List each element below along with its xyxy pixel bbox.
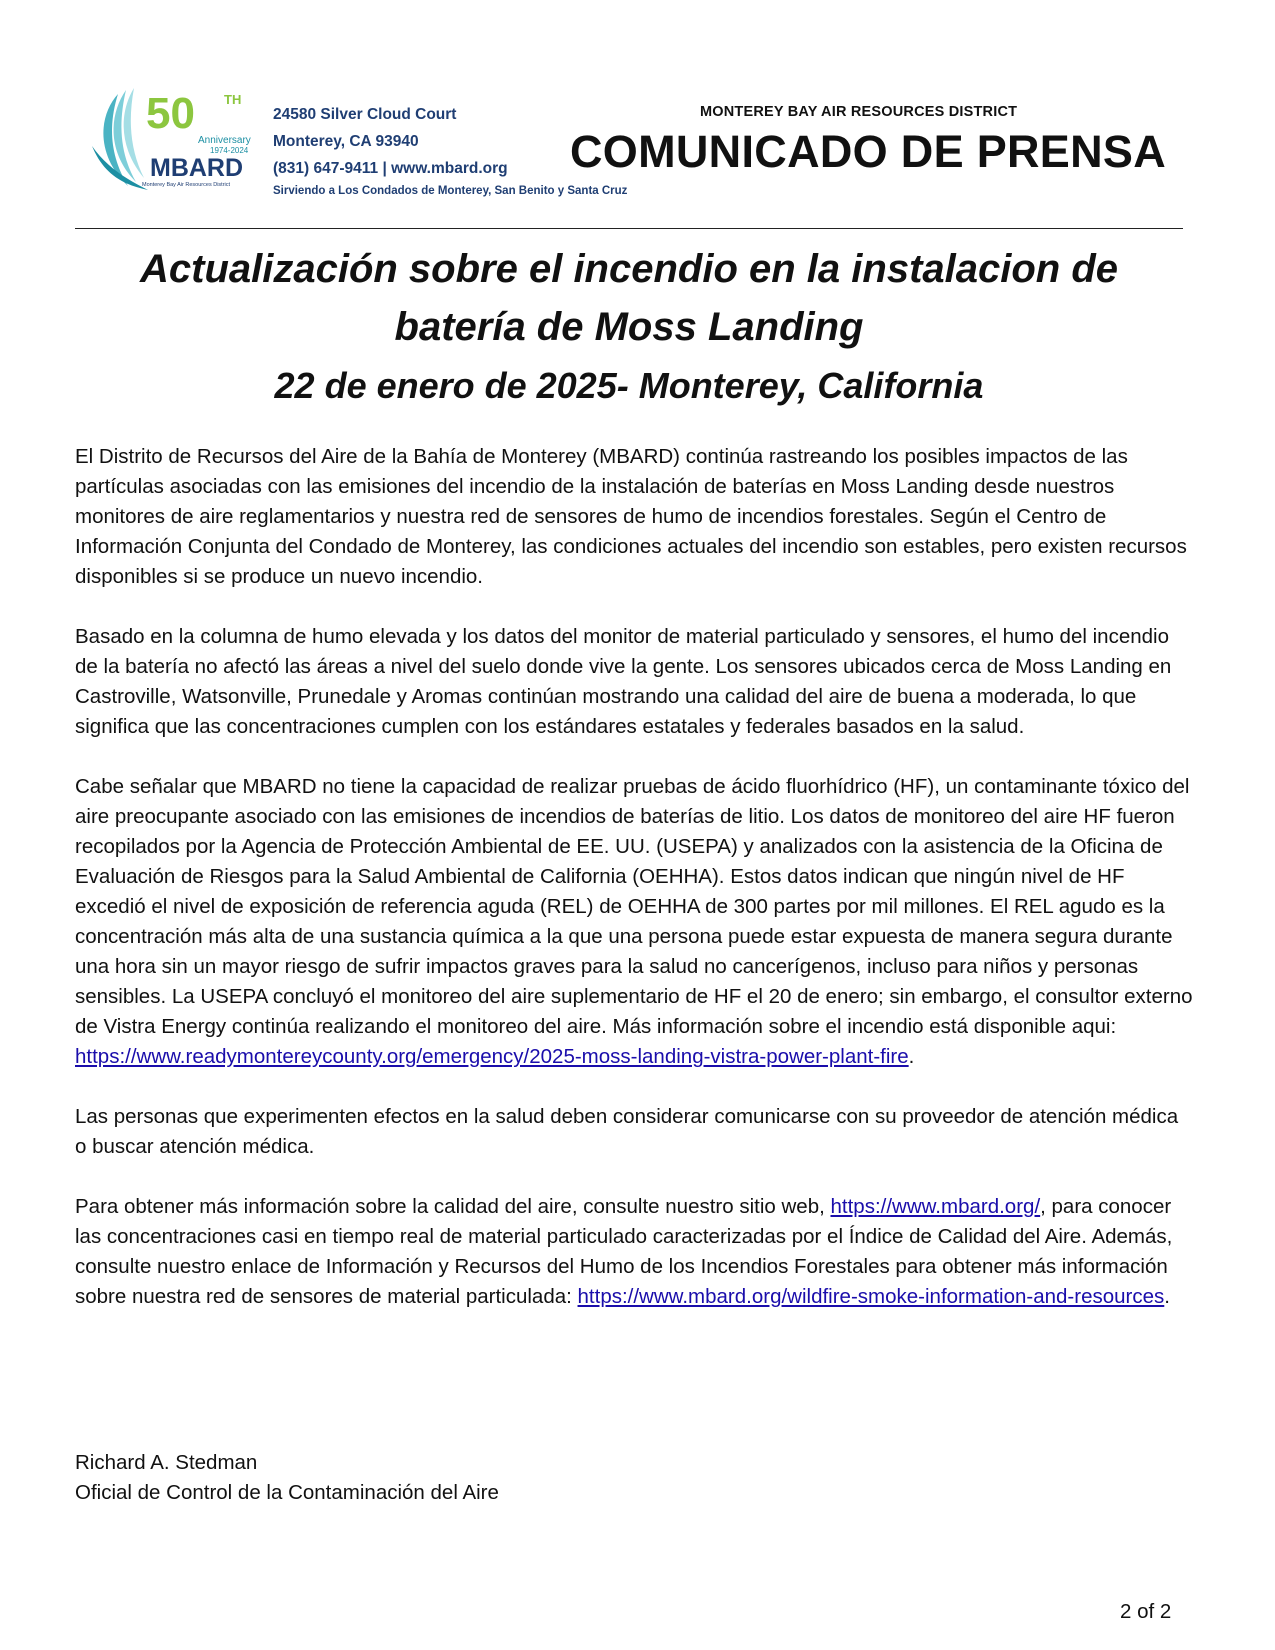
letterhead — [0, 0, 1275, 230]
logo-full-name: Monterey Bay Air Resources District — [142, 182, 231, 188]
press-release-heading: COMUNICADO DE PRENSA — [570, 126, 1167, 177]
paragraph-3 — [75, 772, 1195, 1072]
dateline: 22 de enero de 2025- Monterey, California — [274, 365, 984, 406]
paragraph-3-text: Cabe señalar que MBARD no tiene la capacidad de realizar pruebas de ácido fluorhídrico (HF), un contaminante tóxico del aire preocupante asociado con las emisiones de incendios de baterías de litio. Los datos de monitoreo del aire HF fueron recopilados por la Agencia de Protección Ambiental de EE. UU. (USEPA) y analizados con la asistencia de la Oficina de Evaluación de Riesgos para la Salud Ambiental de California (OEHHA). Estos datos indican que ningún nivel de HF excedió el nivel de exposición de referencia aguda (REL) de OEHHA de 300 partes por mil millones. El REL agudo es la concentración más alta de una sustancia química a la que una persona puede estar expuesta de manera segura durante una hora sin un mayor riesgo de sufrir impactos graves para la salud no cancerígenos, incluso para niños y personas sensibles. La USEPA concluyó el monitoreo del aire suplementario de HF el 20 de enero; sin embargo, el consultor externo de Vistra Energy continúa realizando el monitoreo del aire. Más información sobre el incendio está disponible aqui: — [75, 775, 1193, 1038]
paragraph-5-text-1: Para obtener más información sobre la calidad del aire, consulte nuestro sitio web, — [75, 1195, 831, 1218]
wildfire-smoke-resources-link[interactable]: https://www.mbard.org/wildfire-smoke-information-and-resources — [577, 1285, 1165, 1308]
page-number: 2 of 2 — [1120, 1600, 1172, 1623]
title-line-1: Actualización sobre el incendio en la instalacion de — [139, 247, 1119, 291]
title-line-2: batería de Moss Landing — [394, 305, 864, 349]
paragraph-5-text-2: , para conocer las concentraciones casi en tiempo real de material particulado caracterizadas por el Índice de Calidad del Aire. Además, consulte nuestro enlace de Información y Recursos del Humo de los Incendios Forestales para obtener más información sobre nuestra red de sensores de material particulada: — [75, 1195, 1173, 1308]
paragraph-2: Basado en la columna de humo elevada y los datos del monitor de material particulado y sensores, el humo del incendio de la batería no afectó las áreas a nivel del suelo donde vive la gente. Los sensores ubicados cerca de Moss Landing en Castroville, Watsonville, Prunedale y Aromas continúan mostrando una calidad del aire de buena a moderada, lo que significa que las concentraciones cumplen con los estándares estatales y federales basados en la salud. — [75, 625, 1172, 738]
paragraph-1: El Distrito de Recursos del Aire de la Bahía de Monterey (MBARD) continúa rastreando los posibles impactos de las partículas asociadas con las emisiones del incendio de la instalación de baterías en Moss Landing desde nuestros monitores de aire reglamentarios y nuestra red de sensores de humo de incendios forestales. Según el Centro de Información Conjunta del Condado de Monterey, las condiciones actuales del incendio son estables, pero existen recursos disponibles si se produce un nuevo incendio. — [75, 445, 1187, 588]
mbard-50th-anniversary-logo — [88, 86, 258, 196]
signature-block — [75, 1448, 875, 1508]
signatory-name: Richard A. Stedman — [75, 1451, 258, 1474]
serving-counties: Sirviendo a Los Condados de Monterey, San Benito y Santa Cruz — [273, 185, 628, 197]
district-name: MONTEREY BAY AIR RESOURCES DISTRICT — [700, 104, 1018, 120]
header-divider — [75, 228, 1183, 229]
logo-anniversary-word: Anniversary — [198, 135, 251, 146]
release-body — [75, 442, 1195, 1342]
logo-anniversary-suffix: TH — [224, 92, 242, 107]
phone-and-website: (831) 647-9411 | www.mbard.org — [273, 160, 508, 177]
paragraph-3-end: . — [908, 1045, 915, 1068]
paragraph-5-end: . — [1164, 1285, 1170, 1308]
signatory-title: Oficial de Control de la Contaminación del Aire — [75, 1481, 499, 1504]
address-line-2: Monterey, CA 93940 — [273, 133, 419, 150]
logo-anniversary-years: 1974-2024 — [210, 146, 249, 155]
release-title — [75, 240, 1183, 416]
paragraph-4: Las personas que experimenten efectos en la salud deben considerar comunicarse con su proveedor de atención médica o buscar atención médica. — [75, 1105, 1179, 1158]
ready-monterey-county-link[interactable]: https://www.readymontereycounty.org/emergency/2025-moss-landing-vistra-power-plant-fire — [75, 1045, 909, 1068]
logo-acronym: MBARD — [150, 154, 244, 182]
paragraph-5 — [75, 1192, 1195, 1312]
mbard-website-link[interactable]: https://www.mbard.org/ — [830, 1195, 1041, 1218]
address-line-1: 24580 Silver Cloud Court — [273, 106, 457, 123]
logo-anniversary-number: 50 — [146, 89, 195, 138]
